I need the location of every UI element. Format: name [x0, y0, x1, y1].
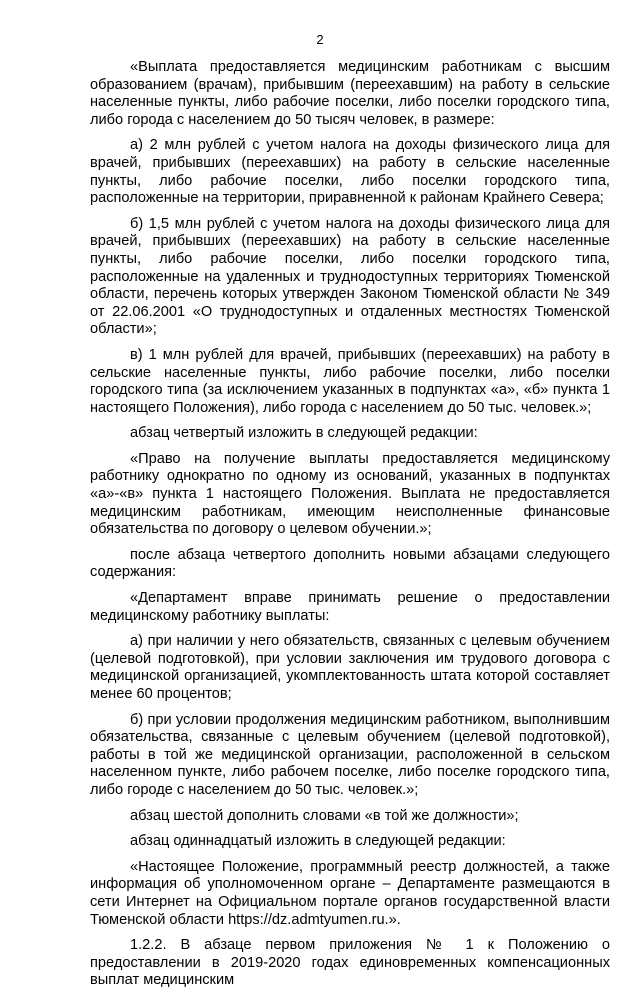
paragraph: б) при условии продолжения медицинским работником, выполнившим обязательства, связанные с целевым обучением (целевой подготовкой), работы в той же медицинской организации, расположенной в сельском населенном пункте, либо рабочем поселке, либо поселке городского типа, либо городе с населением до 50 тыс. человек.»;	[90, 711, 610, 798]
paragraph: «Право на получение выплаты предоставляется медицинскому работнику однократно по одному из оснований, указанных в подпунктах «а»-«в» пункта 1 настоящего Положения. Выплата не предоставляется медицинским работникам, имеющим неисполненные финансовые обязательства по договору о целевом обучении.»;	[90, 450, 610, 538]
paragraph: абзац четвертый изложить в следующей редакции:	[130, 425, 478, 442]
paragraph: в) 1 млн рублей для врачей, прибывших (переехавших) на работу в сельские населенные пункты, либо рабочие поселки, либо поселки городского типа (за исключением указанных в подпунктах «а», «б» пункта 1 настоящего Положения), либо города с населением до 50 тыс. человек.»;	[90, 346, 610, 416]
paragraph: после абзаца четвертого дополнить новыми абзацами следующего содержания:	[90, 546, 610, 581]
paragraph: «Департамент вправе принимать решение о предоставлении медицинскому работнику выплаты:	[90, 590, 610, 624]
paragraph: а) 2 млн рублей с учетом налога на доходы физического лица для врачей, прибывших (переехавших) на работу в сельские населенные пункты, либо рабочие поселки, либо поселки городского типа, расположенные на территории, приравненной к районам Крайнего Севера;	[90, 137, 610, 207]
paragraph: а) при наличии у него обязательств, связанных с целевым обучением (целевой подготовкой), при условии заключения им трудового договора с медицинской организацией, укомплектованность штата которой составляет менее 60 процентов;	[90, 633, 610, 702]
page-number: 2	[316, 32, 324, 47]
paragraph: абзац одиннадцатый изложить в следующей редакции:	[130, 833, 506, 850]
document-body	[90, 59, 610, 998]
paragraph: абзац шестой дополнить словами «в той же должности»;	[130, 807, 519, 824]
paragraph: «Настоящее Положение, программный реестр должностей, а также информация об уполномоченном органе – Департаменте размещаются в сети Интернет на Официальном портале органов государственной власти Тюменской области https://dz.admtyumen.ru.».	[90, 858, 610, 928]
paragraph: 1.2.2. В абзаце первом приложения № 1 к Положению о предоставлении в 2019-2020 годах единовременных компенсационных выплат медицинским	[90, 937, 610, 989]
paragraph: б) 1,5 млн рублей с учетом налога на доходы физического лица для врачей, прибывших (переехавших) на работу в сельские населенные пункты, либо рабочие поселки, либо поселки городского типа, расположенные на удаленных и труднодоступных территориях Тюменской области, перечень которых утвержден Законом Тюменской области № 349 от 22.06.2001 «О труднодоступных и отдаленных местностях Тюменской области»;	[90, 215, 610, 338]
paragraph: «Выплата предоставляется медицинским работникам с высшим образованием (врачам), прибывшим (переехавшим) на работу в сельские населенные пункты, либо рабочие поселки, либо поселки городского типа, либо города с населением до 50 тысяч человек, в размере:	[90, 59, 610, 128]
